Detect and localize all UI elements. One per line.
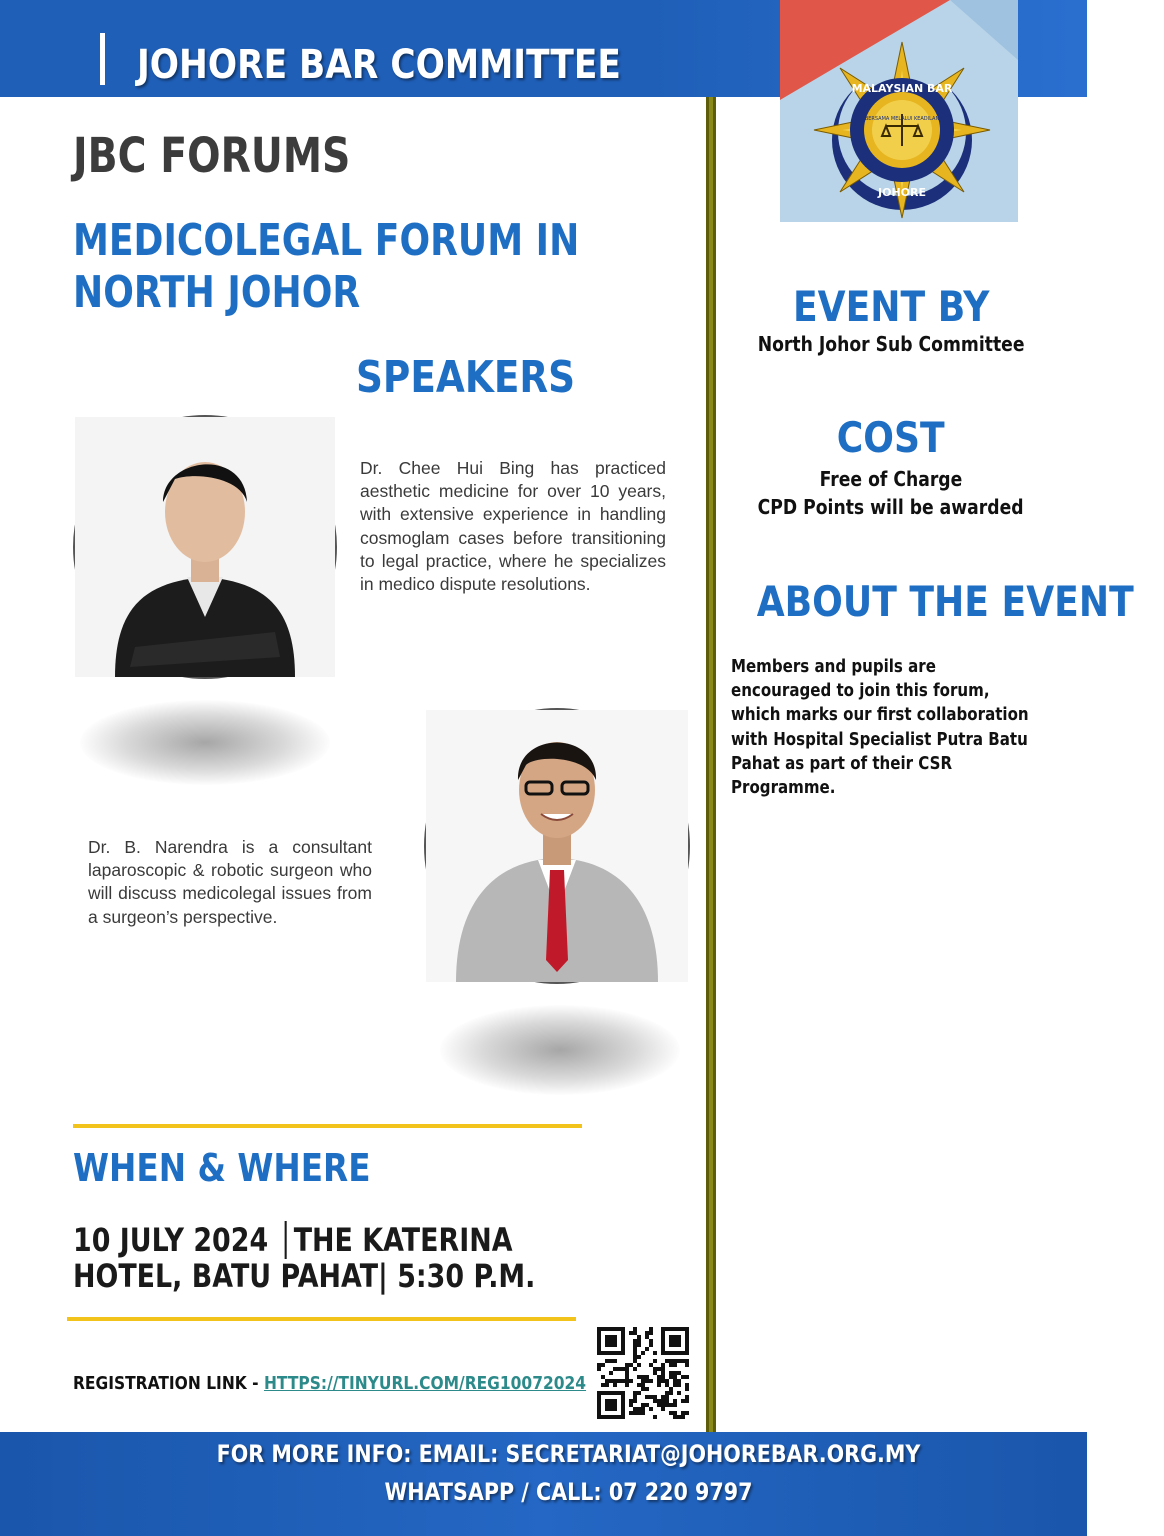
speakers-heading: SPEAKERS — [356, 352, 576, 403]
registration-label: REGISTRATION LINK - — [73, 1373, 264, 1394]
cost-section — [726, 413, 1056, 462]
when-where-rule-bottom — [67, 1317, 576, 1321]
cost-line-2-row — [726, 493, 1056, 521]
column-divider-highlight — [709, 97, 713, 1432]
event-date-venue: 10 JULY 2024 │THE KATERINA HOTEL, BATU PAHAT| 5:30 P.M. — [73, 1221, 536, 1295]
registration-line — [73, 1373, 586, 1394]
when-where-heading: WHEN & WHERE — [73, 1146, 371, 1190]
logo-ring-bottom: JOHORE — [878, 186, 926, 199]
header-title: JOHORE BAR COMMITTEE — [137, 42, 621, 88]
about-heading: ABOUT THE EVENT — [756, 577, 1134, 626]
logo-ring-top: MALAYSIAN BAR — [851, 82, 953, 95]
about-section — [726, 577, 1134, 626]
cost-heading: COST — [837, 413, 945, 462]
registration-link[interactable]: HTTPS://TINYURL.COM/REG10072024 — [263, 1373, 587, 1394]
page-title: MEDICOLEGAL FORUM IN NORTH JOHOR — [73, 215, 580, 318]
cost-line-1: Free of Charge — [819, 467, 963, 491]
malaysian-bar-johore-logo — [780, 0, 1018, 222]
cost-line-1-row — [726, 465, 1056, 493]
forum-kicker: JBC FORUMS — [73, 128, 351, 184]
cost-line-2: CPD Points will be awarded — [758, 495, 1024, 519]
event-by-organizer-row — [726, 330, 1056, 358]
footer-email[interactable]: FOR MORE INFO: EMAIL: SECRETARIAT@JOHOREBAR.ORG.MY — [216, 1440, 921, 1468]
speaker-1-photo — [73, 415, 337, 679]
speaker-1-bio: Dr. Chee Hui Bing has practiced aesthetic medicine for over 10 years, with extensive experience in handling cosmoglam cases before transitioning to legal practice, where he specializes in medico dispute resolutions. — [360, 458, 666, 595]
speaker-2-bio: Dr. B. Narendra is a consultant laparoscopic & robotic surgeon who will discuss medicolegal issues from a surgeon’s perspective. — [88, 837, 372, 927]
speaker-2-photo-shadow — [440, 1005, 680, 1095]
event-by-heading: EVENT BY — [792, 282, 990, 331]
footer-phone[interactable]: WHATSAPP / CALL: 07 220 9797 — [384, 1478, 753, 1506]
when-where-rule-top — [73, 1124, 582, 1128]
event-by-section — [726, 282, 1056, 331]
registration-qr-code[interactable] — [597, 1327, 689, 1419]
speaker-2-photo — [424, 708, 690, 984]
about-text: Members and pupils are encouraged to join this forum, which marks our first collaboration with Hospital Specialist Putra Batu Pahat as part of their CSR Programme. — [731, 657, 1029, 799]
event-by-organizer: North Johor Sub Committee — [757, 332, 1025, 356]
header-divider — [100, 33, 105, 85]
speaker-1-photo-shadow — [80, 700, 330, 785]
logo-motto: BERSAMA MELALUI KEADILAN — [864, 116, 940, 122]
